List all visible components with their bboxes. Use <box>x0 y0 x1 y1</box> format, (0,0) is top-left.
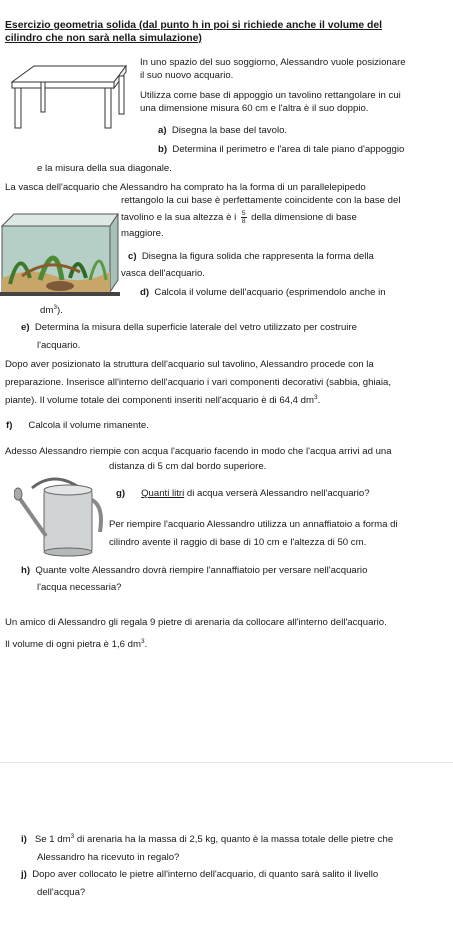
vasca-line-3-end: della dimensione di base <box>251 212 357 224</box>
question-g-underlined: Quanti litri <box>141 488 185 499</box>
decor-line-3-exponent: 3 <box>314 393 318 401</box>
question-j-text: Dopo aver collocato le pietre all'interno dell'acquario, di quanto sarà salito il livello <box>32 869 379 880</box>
question-d-continuation <box>40 305 63 317</box>
question-g <box>116 488 370 500</box>
question-j-label: j) <box>21 869 27 880</box>
question-h-text: Quante volte Alessandro dovrà riempire l'annaffiatoio per versare nell'acquario <box>35 565 368 576</box>
question-d-unit-exponent: 3 <box>53 303 57 311</box>
question-h-continuation: l'acqua necessaria? <box>37 582 122 593</box>
pietre-line-2-end: . <box>144 639 148 650</box>
question-d-end: ). <box>56 305 63 316</box>
decor-line-1: Dopo aver posizionato la struttura dell'acquario sul tavolino, Alessandro procede con la <box>5 359 374 370</box>
decor-line-3-text: piante). Il volume totale dei componenti inseriti nell'acquario è di 64,4 dm <box>5 395 315 406</box>
vasca-line-3 <box>121 210 357 225</box>
table-illustration <box>6 62 132 130</box>
pietre-line-2-text: Il volume di ogni pietra è 1,6 dm <box>5 639 141 650</box>
title-line-1: Esercizio geometria solida (dal punto h in poi si richiede anche il volume del <box>5 20 383 31</box>
question-h <box>21 565 367 577</box>
question-d-label: d) <box>140 287 150 298</box>
question-f-label: f) <box>6 420 13 431</box>
page-divider <box>0 762 453 763</box>
question-g-text: di acqua verserà Alessandro nell'acquario? <box>184 488 370 499</box>
question-d-text: Calcola il volume dell'acquario (esprimendolo anche in <box>154 287 386 298</box>
decor-line-2: preparazione. Inserisce all'interno dell'acquario i vari componenti decorativi (sabbia, ghiaia, <box>5 377 392 388</box>
question-e <box>21 322 357 334</box>
question-i-text-end: di arenaria ha la massa di 2,5 kg, quanto è la massa totale delle pietre che <box>74 834 394 845</box>
decor-line-3 <box>5 395 320 407</box>
vasca-line-4: maggiore. <box>121 228 164 239</box>
question-c <box>128 251 374 263</box>
question-a-label: a) <box>158 125 167 136</box>
intro-line-2: il suo nuovo acquario. <box>140 70 234 81</box>
pietre-line-2-exponent: 3 <box>141 637 145 645</box>
question-i <box>21 834 393 846</box>
question-b-label: b) <box>158 144 168 155</box>
question-i-exponent: 3 <box>70 832 75 840</box>
question-i-text-start: Se 1 dm <box>34 834 71 845</box>
vasca-line-1: La vasca dell'acquario che Alessandro ha comprato ha la forma di un parallelepipedo <box>5 182 366 193</box>
annaffiatoio-line-2: cilindro avente il raggio di base di 10 cm e l'altezza di 50 cm. <box>109 537 367 548</box>
water-line-2: distanza di 5 cm dal bordo superiore. <box>109 461 267 472</box>
intro-line-1: In uno spazio del suo soggiorno, Alessandro vuole posizionare <box>140 57 406 68</box>
watering-can-illustration <box>14 466 108 560</box>
question-b <box>158 144 404 156</box>
annaffiatoio-line-1: Per riempire l'acquario Alessandro utilizza un annaffiatoio a forma di <box>109 519 398 530</box>
question-d <box>140 287 386 299</box>
vasca-line-2: rettangolo la cui base è perfettamente coincidente con la base del <box>121 195 401 206</box>
question-j <box>21 869 378 881</box>
question-a-text: Disegna la base del tavolo. <box>171 125 288 136</box>
decor-line-3-end: . <box>317 395 321 406</box>
question-i-continuation: Alessandro ha ricevuto in regalo? <box>37 852 180 863</box>
aquarium-illustration <box>0 206 120 298</box>
question-c-continuation: vasca dell'acquario. <box>121 268 205 279</box>
question-g-label: g) <box>116 488 126 499</box>
question-f-text: Calcola il volume rimanente. <box>28 420 149 431</box>
question-e-continuation: l'acquario. <box>37 340 81 351</box>
question-a <box>158 125 287 137</box>
question-d-unit: dm <box>40 305 54 316</box>
question-j-continuation: dell'acqua? <box>37 887 86 898</box>
fraction-five-eighths <box>241 210 247 225</box>
water-line-1: Adesso Alessandro riempie con acqua l'acquario facendo in modo che l'acqua arrivi ad una <box>5 446 392 457</box>
fraction-numerator: 5 <box>241 210 246 217</box>
question-h-label: h) <box>21 565 31 576</box>
question-i-label: i) <box>21 834 27 845</box>
question-c-text: Disegna la figura solida che rappresenta la forma della <box>141 251 374 262</box>
question-b-continuation: e la misura della sua diagonale. <box>37 163 172 174</box>
title-line-2: cilindro che non sarà nella simulazione) <box>5 33 202 44</box>
intro-line-4: una dimensione misura 60 cm e l'altra è il suo doppio. <box>140 103 369 114</box>
intro-line-3: Utilizza come base di appoggio un tavolino rettangolare in cui <box>140 90 401 101</box>
pietre-line-2 <box>5 639 147 651</box>
fraction-denominator: 8 <box>241 218 246 225</box>
question-f <box>6 420 149 432</box>
pietre-line-1: Un amico di Alessandro gli regala 9 pietre di arenaria da collocare all'interno dell'acquario. <box>5 617 387 628</box>
vasca-line-3-start: tavolino e la sua altezza è i <box>121 212 237 224</box>
question-b-text: Determina il perimetro e l'area di tale piano d'appoggio <box>172 144 405 155</box>
question-c-label: c) <box>128 251 137 262</box>
question-e-text: Determina la misura della superficie laterale del vetro utilizzato per costruire <box>34 322 357 333</box>
question-e-label: e) <box>21 322 30 333</box>
